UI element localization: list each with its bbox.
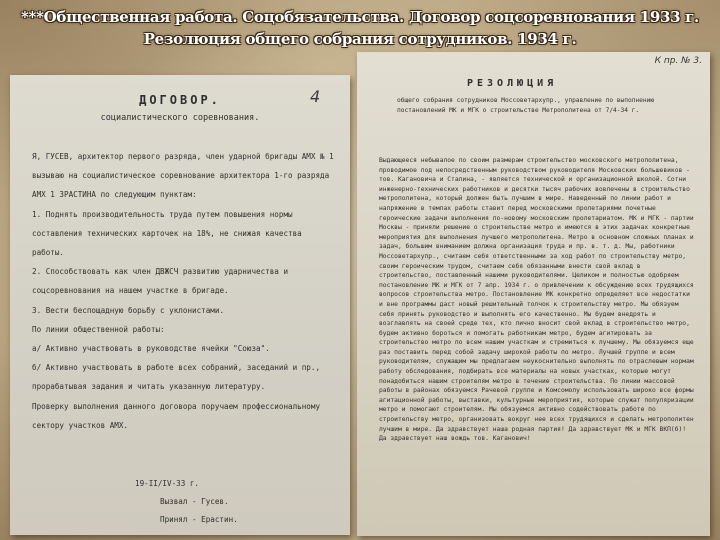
contract-margin-mark: 4 bbox=[310, 87, 321, 106]
resolution-intro: общего собрания сотрудников Моссоветархупр., управление по выполнению постановлений МК и МГК о строительстве Метрополитена от 7/4-34 г. bbox=[397, 97, 658, 115]
resolution-heading: РЕЗОЛЮЦИЯ bbox=[467, 78, 558, 89]
contract-body: Я, ГУСЕВ, архитектор первого разряда, член ударной бригады АМХ № 1 вызываю на социалистическое соревнование архитектора 1-го разряда АМХ 1 ЗРАСТИНА по следующим пунктам: 1. Поднять производительность труда путем повышения нормы составления технических карточек на 18%, не снижая качества работы. 2. Способствовать как член ДВЖСЧ развитию ударничества и соцсоревнования на нашем участке в бригаде. 3. Вести беспощадную борьбу с уклонистами. По линии общественной работы: а/ Активно участвовать в руководстве ячейки "Союза". б/ Активно участвовать в работе всех собраний, заседаний и пр., прорабатывая задания и читать указанную литературу. Проверку выполнения данного договора поручаем профессиональному сектору участков АМХ. bbox=[32, 152, 334, 430]
slide-title-line-2: Резолюция общего собрания сотрудников. 1934 г. bbox=[143, 30, 577, 48]
slide-title bbox=[0, 6, 720, 50]
resolution-document bbox=[357, 52, 710, 536]
contract-signature-2: Принял - Ерастин. bbox=[160, 515, 238, 524]
contract-heading: ДОГОВОР. bbox=[139, 93, 221, 107]
resolution-corner-note: К пр. № 3. bbox=[654, 56, 702, 66]
resolution-body: Выдающееся небывалое по своим размерам строительство московского метрополитена, проводимое под непосредственным руководством руководителя Московских большевиков - тов. Кагановича и Сталина, - является технической и организационной школой. Сотни инженерно-технических работников и десятки тысяч рабочих вовлечены в строительство метрополитена, который должен быть лучшим в мире. Наведенный по линии работ и напряжение в темпах работы ставит перед московскими пролетариями почетные героические задачи выполнения по-новому московским пролетариатом. МК и МГК - партии Москвы - приняли решение о строительстве метро и имеются в этих задачах конкретные мероприятия для выполнения лучшего метрополитена. Метро в основном сложных планах и задач, большим вниманием должна организация труда и пр. в. т. д. Мы, работники Моссоветархупр., считаем себя ответственными за ход работ по строительству метро, своим героическим трудом, считаем себя обязанными внести свой вклад в строительство, поставленный нашими руководителями. Целиком и полностью одобряем постановление МК и МГК от 7 апр. 1934 г. о привлечении к обсуждению всех трудящихся вопросов строительства метро. Постановление МК конкретно определяет все недостатки и вне программы даст новый решительный толчок к строительству метро. Мы обязуем себя принять руководство и выполнять его качественно. Мы будем внедрять и возглавлять на своей среде тех, кто лично вносит свой вклад в строительство метро, будем активно бороться и помогать работникам метро, будем агитировать за строительство метро по всем нашим участкам и стремиться к лучшему. Мы обязуемся еще раз поставить перед собой задачу широкой работы по метро. Лучшей группе и всем руководителям, служащим мы предлагаем неукоснительно выполнять по отраслевым нормам работу обследования, подбирать все материалы на новых участках, которые могут понадобиться нашим строителям метро в течение строительства. По линии массовой работы в районах обязуемся Рачевой группе и Комсомолу использовать широко все формы агитационной работы, выставки, культурные мероприятия, которые служат популяризации метро и помогают строителям. Мы обязуемся активно содействовать работе по строительству метро, организовать вокруг нее всех трудящихся и сделать метрополитен лучшим в мире. Да здравствует наша родная партия! Да здравствует МК и МГК ВКП(б)! Да здравствует наш вождь тов. Каганович! bbox=[379, 157, 698, 443]
contract-date: 19-II/IV-33 г. bbox=[135, 479, 200, 488]
contract-signature-1: Вызвал - Гусев. bbox=[160, 497, 229, 506]
contract-document bbox=[10, 75, 350, 535]
contract-subheading: социалистического соревнования. bbox=[100, 113, 260, 123]
slide-title-line-1: ***Общественная работа. Соцобязательства. Договор соцсоревнования 1933 г. bbox=[21, 8, 699, 26]
